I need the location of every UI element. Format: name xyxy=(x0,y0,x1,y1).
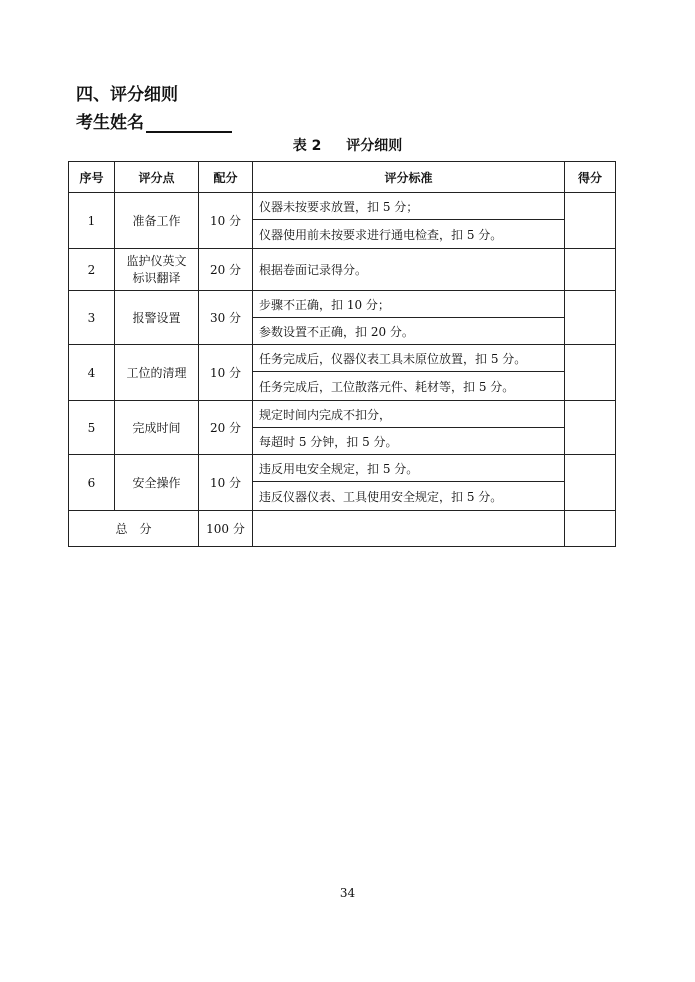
item-no: 1 xyxy=(69,193,115,249)
item-point: 工位的清理 xyxy=(115,345,199,401)
total-result-cell[interactable] xyxy=(565,511,616,547)
item-point: 准备工作 xyxy=(115,193,199,249)
item-criterion: 每超时 5 分钟，扣 5 分。 xyxy=(253,428,565,455)
candidate-name-blank xyxy=(146,113,232,133)
item-criterion: 仪器使用前未按要求进行通电检查，扣 5 分。 xyxy=(253,220,565,249)
item-criterion: 参数设置不正确，扣 20 分。 xyxy=(253,318,565,345)
candidate-name-line xyxy=(76,108,232,133)
item-result-cell[interactable] xyxy=(565,249,616,291)
item-no: 5 xyxy=(69,401,115,455)
item-score: 20 分 xyxy=(199,401,253,455)
table-caption-number: 表 2 xyxy=(292,138,322,154)
item-result-cell[interactable] xyxy=(565,455,616,511)
item-criterion: 违反用电安全规定，扣 5 分。 xyxy=(253,455,565,482)
candidate-name-label: 考生姓名 xyxy=(76,113,144,133)
item-point: 监护仪英文 标识翻译 xyxy=(115,249,199,291)
header-no: 序号 xyxy=(69,162,115,193)
item-score: 20 分 xyxy=(199,249,253,291)
header-result: 得分 xyxy=(565,162,616,193)
item-result-cell[interactable] xyxy=(565,193,616,249)
table-row xyxy=(69,291,616,318)
item-point: 报警设置 xyxy=(115,291,199,345)
item-score: 30 分 xyxy=(199,291,253,345)
item-criterion: 步骤不正确，扣 10 分； xyxy=(253,291,565,318)
item-point: 完成时间 xyxy=(115,401,199,455)
item-criterion: 根据卷面记录得分。 xyxy=(253,249,565,291)
section-title: 四、评分细则 xyxy=(76,85,178,105)
table-caption xyxy=(0,135,695,155)
header-point: 评分点 xyxy=(115,162,199,193)
scoring-table xyxy=(68,161,616,547)
table-row xyxy=(69,455,616,482)
item-criterion: 仪器未按要求放置，扣 5 分； xyxy=(253,193,565,220)
table-row xyxy=(69,345,616,372)
item-no: 6 xyxy=(69,455,115,511)
table-row xyxy=(69,401,616,428)
header-row xyxy=(69,162,616,193)
item-point: 安全操作 xyxy=(115,455,199,511)
table-caption-title: 评分细则 xyxy=(346,138,403,154)
item-result-cell[interactable] xyxy=(565,291,616,345)
item-criterion: 任务完成后，仪器仪表工具未原位放置，扣 5 分。 xyxy=(253,345,565,372)
total-criteria-cell xyxy=(253,511,565,547)
item-score: 10 分 xyxy=(199,193,253,249)
item-result-cell[interactable] xyxy=(565,401,616,455)
item-criterion: 规定时间内完成不扣分， xyxy=(253,401,565,428)
item-no: 2 xyxy=(69,249,115,291)
item-criterion: 任务完成后，工位散落元件、耗材等，扣 5 分。 xyxy=(253,372,565,401)
item-no: 3 xyxy=(69,291,115,345)
item-no: 4 xyxy=(69,345,115,401)
item-score: 10 分 xyxy=(199,345,253,401)
item-score: 10 分 xyxy=(199,455,253,511)
total-score: 100 分 xyxy=(199,511,253,547)
header-criteria: 评分标准 xyxy=(253,162,565,193)
total-label: 总 分 xyxy=(69,511,199,547)
total-row xyxy=(69,511,616,547)
page-number: 34 xyxy=(339,886,356,900)
item-result-cell[interactable] xyxy=(565,345,616,401)
header-score: 配分 xyxy=(199,162,253,193)
item-criterion: 违反仪器仪表、工具使用安全规定，扣 5 分。 xyxy=(253,482,565,511)
table-row xyxy=(69,249,616,291)
table-row xyxy=(69,193,616,220)
